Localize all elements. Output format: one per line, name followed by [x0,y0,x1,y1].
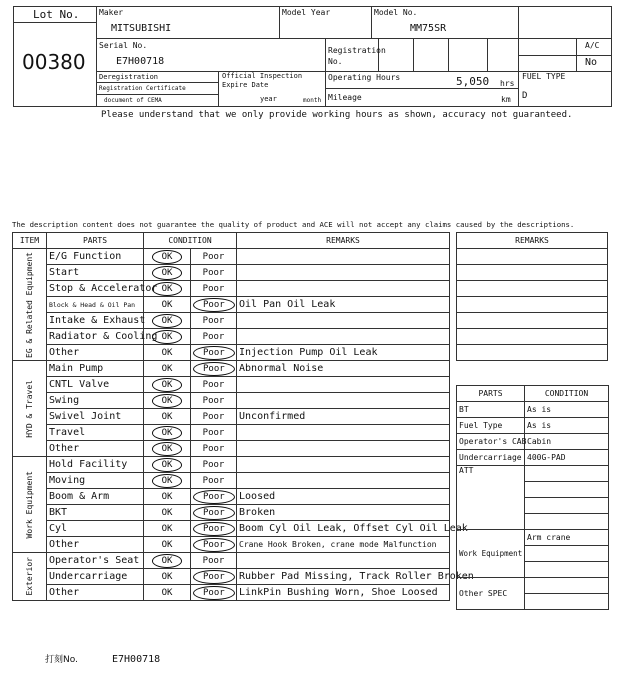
condition-row [13,505,450,521]
part-name: BKT [47,505,144,521]
ok-mark: OK [161,299,173,310]
ok-cell [144,393,191,409]
spec-row [457,402,609,418]
ok-mark: OK [161,507,173,518]
poor-cell [191,329,237,345]
model-no-value: MM75SR [410,23,447,34]
ok-cell [144,553,191,569]
spec-value: 400G-PAD [525,450,609,466]
ac-value: No [585,57,598,68]
ok-cell [144,569,191,585]
side-remarks-row [457,249,608,265]
serial-value: E7H00718 [116,56,165,67]
part-name: CNTL Valve [47,377,144,393]
poor-mark: Poor [202,555,225,566]
poor-mark: Poor [202,331,225,342]
part-name: Other [47,345,144,361]
poor-mark: Poor [202,395,225,406]
ok-mark: OK [152,266,183,280]
spec-row [457,434,609,450]
remark-text [237,393,450,409]
part-name: Swivel Joint [47,409,144,425]
ok-cell [144,441,191,457]
lot-number: 00380 [22,50,86,74]
part-name: Operator's Seat [47,553,144,569]
side-remarks-row [457,313,608,329]
remark-text: LinkPin Bushing Worn, Shoe Loosed [237,585,450,601]
ok-mark: OK [152,250,183,264]
ok-mark: OK [161,363,173,374]
ok-cell [144,345,191,361]
poor-mark: Poor [202,411,225,422]
inspection-label-1: Official Inspection [222,72,303,80]
poor-cell [191,521,237,537]
ok-cell [144,489,191,505]
km-label: km [501,95,511,104]
ok-mark: OK [161,347,173,358]
ok-mark: OK [152,554,183,568]
remark-text [237,377,450,393]
group-label: Work Equipment [25,470,34,539]
condition-row [13,329,450,345]
part-name: Moving [47,473,144,489]
condition-row [13,441,450,457]
ok-mark: OK [152,394,183,408]
ok-mark: OK [152,458,183,472]
parts-header: PARTS [47,233,144,249]
part-name: Swing [47,393,144,409]
ok-cell [144,585,191,601]
remark-text: Broken [237,505,450,521]
ok-cell [144,377,191,393]
ok-cell [144,425,191,441]
ok-mark: OK [152,426,183,440]
poor-mark: Poor [193,298,235,312]
remark-text [237,473,450,489]
side-remarks-row [457,297,608,313]
registration-certificate-label: Registration Certificate [99,85,186,92]
part-name: Other [47,441,144,457]
part-name: Intake & Exhaust [47,313,144,329]
model-year-label: Model Year [282,8,331,17]
group-label: EG & Related Equipment [25,251,34,358]
part-name: Other [47,585,144,601]
poor-cell [191,537,237,553]
remark-text [237,281,450,297]
part-name: Main Pump [47,361,144,377]
spec-part: Operator's CAB [457,434,525,450]
part-name: E/G Function [47,249,144,265]
accuracy-notice: Please understand that we only provide working hours as shown, accuracy not guaranteed. [101,110,573,120]
poor-cell [191,569,237,585]
remark-text [237,329,450,345]
condition-row [13,377,450,393]
poor-cell [191,313,237,329]
poor-mark: Poor [193,586,235,600]
other-spec-label: Other SPEC [457,578,525,610]
remark-text: Loosed [237,489,450,505]
ok-mark: OK [152,442,183,456]
condition-row [13,265,450,281]
condition-row [13,313,450,329]
ok-mark: OK [161,491,173,502]
att-cell [525,482,609,498]
fuel-type-value: D [522,91,528,101]
poor-mark: Poor [202,443,225,454]
poor-cell [191,585,237,601]
remark-text: Abnormal Noise [237,361,450,377]
poor-mark: Poor [202,315,225,326]
poor-cell [191,441,237,457]
att-cell [525,514,609,530]
cema-label: document of CEMA [104,97,162,104]
ok-mark: OK [152,330,183,344]
poor-cell [191,489,237,505]
remark-text [237,441,450,457]
poor-mark: Poor [193,506,235,520]
ok-cell [144,505,191,521]
condition-row [13,537,450,553]
part-name: Stop & Accelerator [47,281,144,297]
condition-row [13,473,450,489]
poor-cell [191,457,237,473]
stamp-label: 打刻No. [45,655,78,665]
condition-row [13,409,450,425]
part-name: Block & Head & Oil Pan [47,297,144,313]
part-name: Undercarriage [47,569,144,585]
condition-row [13,361,450,377]
ok-cell [144,297,191,313]
condition-row [13,489,450,505]
remark-text [237,457,450,473]
part-name: Cyl [47,521,144,537]
spec-parts-header: PARTS [457,386,525,402]
spec-table [456,385,609,610]
poor-cell [191,505,237,521]
poor-cell [191,297,237,313]
operating-hours-label: Operating Hours [328,73,401,82]
side-remarks-row [457,265,608,281]
deregistration-label: Deregistration [99,73,159,81]
registration-label: Registration No. [328,46,386,66]
poor-cell [191,249,237,265]
condition-row [13,281,450,297]
operating-hours-value: 5,050 [456,75,490,88]
poor-cell [191,281,237,297]
ac-label: A/C [585,41,600,50]
condition-header: CONDITION [144,233,237,249]
work-equipment-value: Arm crane [525,530,609,546]
year-label: year [260,95,277,103]
condition-row [13,553,450,569]
condition-row [13,425,450,441]
poor-cell [191,409,237,425]
poor-mark: Poor [202,283,225,294]
remark-text: Boom Cyl Oil Leak, Offset Cyl Oil Leak [237,521,450,537]
condition-row [13,249,450,265]
poor-cell [191,377,237,393]
ok-cell [144,537,191,553]
remark-text [237,425,450,441]
group-label: Exterior [25,557,34,596]
remark-text [237,313,450,329]
part-name: Other [47,537,144,553]
condition-row [13,585,450,601]
part-name: Travel [47,425,144,441]
condition-row [13,569,450,585]
ok-mark: OK [152,282,183,296]
work-equipment-label: Work Equipment [457,530,525,578]
ok-mark: OK [152,378,183,392]
poor-mark: Poor [202,267,225,278]
ok-cell [144,313,191,329]
group-label-cell [13,457,47,553]
other-spec-cell [525,578,609,594]
poor-mark: Poor [193,570,235,584]
poor-cell [191,473,237,489]
remark-text: Unconfirmed [237,409,450,425]
side-remarks-row [457,281,608,297]
att-cell [525,498,609,514]
ok-cell [144,473,191,489]
ok-cell [144,521,191,537]
work-equipment-cell [525,546,609,562]
maker-value: MITSUBISHI [111,23,172,34]
lot-label: Lot No. [33,8,80,21]
poor-mark: Poor [193,362,235,376]
ok-mark: OK [161,539,173,550]
spec-part: Fuel Type [457,418,525,434]
serial-label: Serial No. [99,41,148,50]
ok-mark: OK [161,587,173,598]
side-remarks-header: REMARKS [457,233,608,249]
poor-cell [191,361,237,377]
item-header: ITEM [13,233,47,249]
stamp-value: E7H00718 [112,654,161,665]
model-no-label: Model No. [374,8,418,17]
poor-cell [191,265,237,281]
ok-mark: OK [152,474,183,488]
att-label: ATT [457,466,525,530]
group-label-cell [13,553,47,601]
part-name: Boom & Arm [47,489,144,505]
disclaimer: The description content does not guarantee the quality of product and ACE will not accept any claims caused by the descriptions. [12,220,575,229]
month-label: month [303,97,322,104]
remark-text: Oil Pan Oil Leak [237,297,450,313]
ok-cell [144,361,191,377]
work-equipment-cell [525,562,609,578]
spec-row [457,418,609,434]
poor-mark: Poor [193,538,235,552]
fuel-type-label: FUEL TYPE [522,72,566,81]
part-name: Radiator & Cooling [47,329,144,345]
other-spec-cell [525,594,609,610]
ok-mark: OK [152,314,183,328]
poor-mark: Poor [202,379,225,390]
poor-cell [191,553,237,569]
remark-text: Injection Pump Oil Leak [237,345,450,361]
maker-label: Maker [99,8,124,17]
spec-part: Undercarriage [457,450,525,466]
remark-text [237,249,450,265]
poor-cell [191,393,237,409]
poor-mark: Poor [202,427,225,438]
spec-part: BT [457,402,525,418]
spec-row [457,450,609,466]
mileage-label: Mileage [328,93,362,102]
spec-value: Cabin [525,434,609,450]
part-name: Hold Facility [47,457,144,473]
poor-mark: Poor [202,459,225,470]
group-label-cell [13,249,47,361]
condition-row [13,457,450,473]
att-cell [525,466,609,482]
spec-value: As is [525,418,609,434]
poor-mark: Poor [193,490,235,504]
spec-value: As is [525,402,609,418]
condition-row [13,297,450,313]
ok-cell [144,265,191,281]
group-label-cell [13,361,47,457]
remark-text [237,553,450,569]
hrs-label: hrs [500,79,515,88]
part-name: Start [47,265,144,281]
poor-mark: Poor [193,522,235,536]
side-remarks-row [457,329,608,345]
remark-text [237,265,450,281]
poor-cell [191,425,237,441]
ok-cell [144,457,191,473]
side-remarks-row [457,345,608,361]
poor-mark: Poor [202,475,225,486]
condition-row [13,393,450,409]
remarks-header: REMARKS [237,233,450,249]
ok-cell [144,409,191,425]
ok-mark: OK [161,411,173,422]
poor-mark: Poor [202,251,225,262]
ok-mark: OK [161,571,173,582]
ok-mark: OK [161,523,173,534]
inspection-label-2: Expire Date [222,81,269,89]
group-label: HYD & Travel [25,379,34,438]
poor-cell [191,345,237,361]
poor-mark: Poor [193,346,235,360]
side-remarks-table [456,232,608,361]
remark-text: Crane Hook Broken, crane mode Malfunction [237,537,450,553]
ok-cell [144,249,191,265]
condition-row [13,345,450,361]
condition-row [13,521,450,537]
remark-text: Rubber Pad Missing, Track Roller Broken [237,569,450,585]
spec-condition-header: CONDITION [525,386,609,402]
